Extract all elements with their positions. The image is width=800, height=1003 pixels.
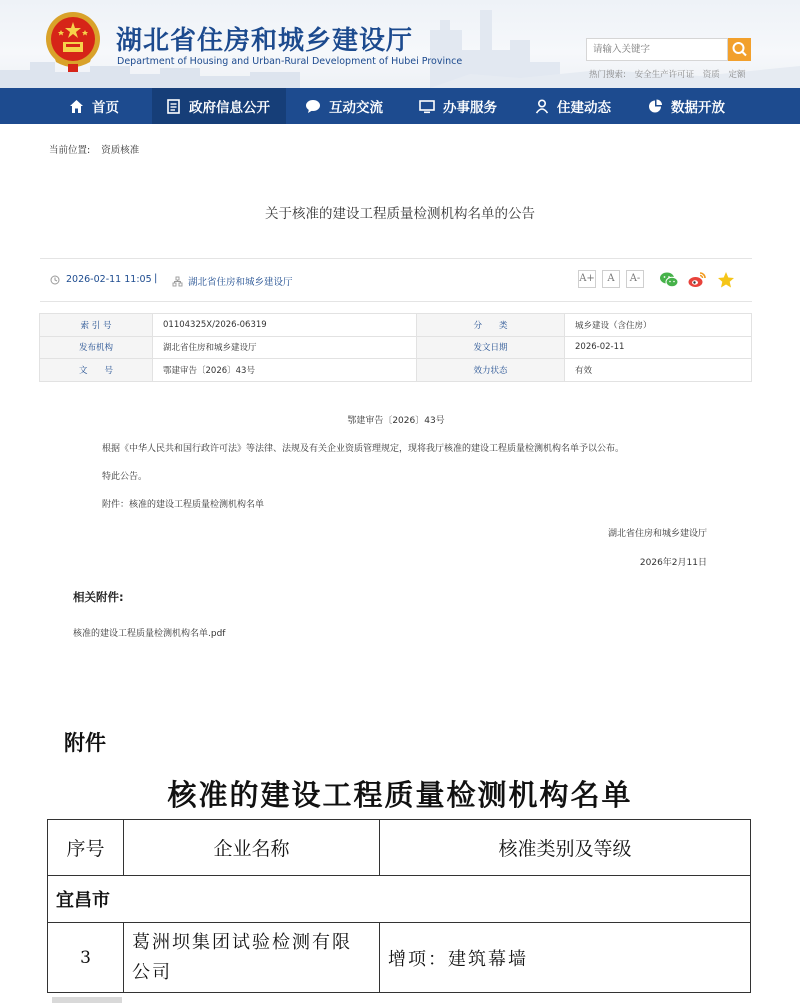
table-header: 企业名称: [124, 820, 380, 876]
info-value: 01104325X/2026-06319: [153, 314, 417, 337]
nav-home[interactable]: [69, 88, 119, 124]
body-paragraph: 特此公告。: [102, 472, 148, 482]
nav-interaction[interactable]: [305, 88, 383, 124]
publisher-text: 湖北省住房和城乡建设厅: [188, 277, 293, 288]
table-row: [48, 820, 751, 876]
font-size-decrease-button[interactable]: A-: [626, 270, 644, 288]
publisher: [172, 274, 293, 288]
info-label: 索 引 号: [40, 314, 153, 337]
site-title: 湖北省住房和城乡建设厅: [116, 26, 414, 56]
favorite-star-icon[interactable]: [717, 271, 735, 289]
info-value: 有效: [565, 359, 752, 382]
hot-search: [589, 68, 752, 80]
info-value: 2026-02-11: [565, 336, 752, 359]
info-label: 效力状态: [417, 359, 565, 382]
meta-separator: |: [154, 273, 158, 284]
table-row: [48, 923, 751, 993]
hot-search-link[interactable]: 定额: [728, 70, 746, 80]
search-input[interactable]: [586, 38, 728, 61]
national-emblem-logo: [44, 10, 102, 74]
info-value: 鄂建审告〔2026〕43号: [153, 359, 417, 382]
nav-label: 首页: [92, 100, 119, 116]
breadcrumb-link[interactable]: 资质核准: [101, 145, 140, 156]
org-icon: [172, 276, 183, 287]
site-header: [0, 0, 800, 88]
article-title: 关于核准的建设工程质量检测机构名单的公告: [265, 206, 535, 222]
breadcrumb: [49, 142, 147, 156]
weibo-icon[interactable]: [687, 271, 707, 289]
hot-search-label: 热门搜索:: [589, 70, 626, 80]
hot-search-link[interactable]: 资质: [702, 70, 720, 80]
chat-bubble-icon: [305, 99, 321, 114]
search-button[interactable]: [728, 38, 751, 61]
table-row: [48, 876, 751, 923]
info-value: 城乡建设（含住房）: [565, 314, 752, 337]
search-icon: [728, 38, 751, 61]
wechat-icon[interactable]: [659, 271, 679, 289]
site-title-english: Department of Housing and Urban-Rural Development of Hubei Province: [117, 56, 463, 67]
nav-label: 互动交流: [329, 100, 383, 116]
divider: [40, 258, 752, 259]
body-paragraph: 附件：核准的建设工程质量检测机构名单: [102, 500, 265, 510]
signature: 湖北省住房和城乡建设厅: [607, 529, 707, 539]
nav-news[interactable]: [535, 88, 611, 124]
nav-services[interactable]: [419, 88, 497, 124]
scan-edge: [52, 997, 122, 1003]
divider: [40, 301, 752, 302]
info-label: 发布机构: [40, 336, 153, 359]
breadcrumb-prefix: 当前位置:: [49, 145, 91, 156]
nav-gov-info[interactable]: [152, 88, 286, 124]
body-paragraph: 根据《中华人民共和国行政许可法》等法律、法规及有关企业资质管理规定，现将我厅核准的建设工程质量检测机构名单予以公布。: [102, 444, 625, 454]
nav-label: 政府信息公开: [189, 100, 270, 116]
attachment-link[interactable]: 核准的建设工程质量检测机构名单.pdf: [73, 629, 226, 639]
document-info-table: [39, 313, 752, 382]
main-nav: [0, 88, 800, 124]
table-row: [40, 359, 752, 382]
info-label: 文 号: [40, 359, 153, 382]
signature-date: 2026年2月11日: [639, 558, 707, 568]
approval-grade: 增项：建筑幕墙: [380, 923, 751, 993]
company-name: 葛洲坝集团试验检测有限公司: [124, 923, 380, 993]
home-icon: [69, 99, 84, 114]
hot-search-link[interactable]: 安全生产许可证: [634, 70, 695, 80]
scan-title: 核准的建设工程质量检测机构名单: [167, 778, 633, 812]
font-size-default-button[interactable]: A: [602, 270, 620, 288]
monitor-icon: [419, 99, 435, 114]
document-number: 鄂建审告〔2026〕43号: [347, 416, 445, 426]
clock-icon: [50, 275, 60, 285]
table-row: [40, 336, 752, 359]
person-icon: [535, 99, 549, 114]
info-label: 发文日期: [417, 336, 565, 359]
city-group-label: 宜昌市: [48, 876, 751, 923]
pie-chart-icon: [648, 99, 663, 114]
font-size-increase-button[interactable]: A+: [578, 270, 596, 288]
nav-open-data[interactable]: [648, 88, 725, 124]
nav-label: 住建动态: [557, 100, 611, 116]
table-row: [40, 314, 752, 337]
table-header: 序号: [48, 820, 124, 876]
table-header: 核准类别及等级: [380, 820, 751, 876]
scan-table: [47, 819, 751, 993]
info-value: 湖北省住房和城乡建设厅: [153, 336, 417, 359]
info-label: 分 类: [417, 314, 565, 337]
related-attachments-heading: 相关附件:: [73, 590, 124, 604]
nav-label: 数据开放: [671, 100, 725, 116]
document-list-icon: [166, 99, 181, 114]
nav-label: 办事服务: [443, 100, 497, 116]
row-number: 3: [48, 923, 124, 993]
publish-date-text: 2026-02-11 11:05: [66, 274, 152, 285]
publish-date: [50, 274, 152, 285]
scan-annex-label: 附件: [64, 730, 106, 755]
